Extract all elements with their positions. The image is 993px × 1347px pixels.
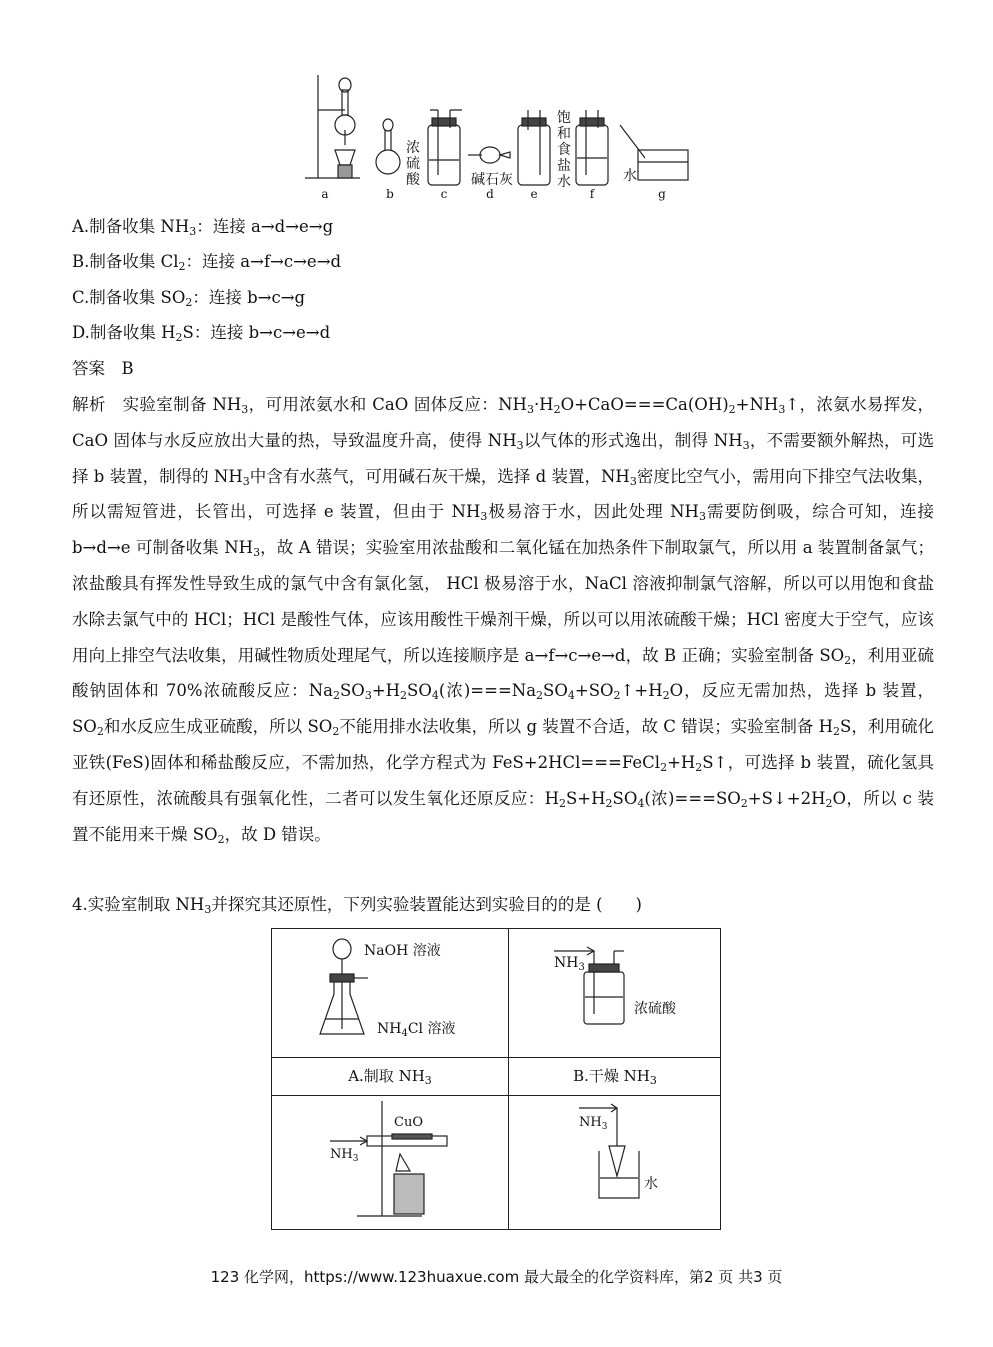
- analysis-text: O+CaO===Ca(OH): [560, 395, 729, 414]
- setup-c-drawing: [272, 1096, 508, 1230]
- label-a: a: [321, 187, 329, 201]
- analysis-subscript: 2: [217, 832, 225, 846]
- b-gas-label: $NH_3$: [554, 955, 585, 973]
- analysis-subscript: 2: [844, 653, 852, 667]
- analysis-subscript: 2: [833, 725, 841, 739]
- analysis-subscript: 3: [242, 474, 250, 488]
- analysis-subscript: 2: [825, 796, 833, 810]
- analysis-subscript: 2: [553, 403, 561, 416]
- analysis-text: O，反应无需加热，选择 b 装置，SO: [72, 681, 934, 737]
- analysis-subscript: 4: [637, 796, 645, 810]
- f-reagent-4: 盐: [557, 158, 571, 174]
- caption-b: B.干燥 $NH_3$: [573, 1067, 657, 1087]
- analysis-subscript: 2: [536, 689, 544, 703]
- f-reagent-1: 饱: [557, 110, 571, 126]
- analysis-text: (浓)===Na: [438, 681, 537, 701]
- option-c: C.制备收集 $SO_2$：连接 b→c→g: [72, 288, 306, 309]
- analysis-subscript: 3: [480, 510, 488, 524]
- d-reagent: 碱石灰: [471, 172, 513, 188]
- apparatus-figure: [300, 70, 700, 205]
- analysis-text: S↑，可选择 b 装置，硫化氢具有还原性，浓硫酸具有强氧化性，二者可以发生氧化还原反应：H: [72, 752, 934, 808]
- analysis-text: ，故 A 错误；实验室用浓盐酸和二氧化锰在加热条件下制取氯气，所以用 a 装置制备氯气；浓盐酸具有挥发性导致生成的氯气中含有氯化氢， HCl 极易溶于水，NaCl 溶液抑制氯气溶解，所以可以用饱和食盐水除去氯气中的 HCl；HCl 是酸性气体，应该用酸性干燥剂干燥，所以可以用浓硫酸干燥；HCl 密度大于空气，应该用向上排空气法收集，用碱性物质处理尾气，所以连接顺序是 a→f→c→e→d，故 B 正确；实验室制备 SO: [72, 538, 935, 665]
- analysis-subscript: 2: [96, 725, 104, 739]
- analysis-subscript: 3: [778, 403, 786, 416]
- d-reagent-label: 水: [644, 1176, 658, 1192]
- analysis-text: 解析 实验室制备 NH: [72, 395, 242, 414]
- setup-b-drawing: [509, 929, 721, 1057]
- label-c: c: [440, 187, 448, 201]
- setup-d-drawing: [509, 1096, 721, 1230]
- question-4: 4.实验室制取 $NH_3$并探究其还原性，下列实验装置能达到实验目的的是 ( ): [72, 895, 642, 916]
- analysis-subscript: 4: [567, 689, 575, 703]
- analysis-text: ，利用亚硫酸钠固体和 70%浓硫酸反应：Na: [72, 645, 935, 701]
- analysis-text: ，可用浓氨水和 CaO 固体反应：NH: [248, 395, 527, 414]
- d-gas-label: $NH_3$: [579, 1115, 608, 1132]
- analysis-text: ↑，浓氨水易挥发，CaO 固体与水反应放出大量的热，导致温度升高，使得 NH: [72, 395, 934, 450]
- analysis-subscript: 2: [728, 403, 736, 416]
- option-b: B.制备收集 $Cl_2$：连接 a→f→c→e→d: [72, 252, 342, 273]
- analysis-text: SO: [339, 681, 365, 701]
- analysis-subscript: 3: [364, 689, 372, 703]
- label-b: b: [386, 187, 394, 201]
- setup-a-drawing: [272, 929, 508, 1057]
- f-reagent-2: 和: [557, 126, 571, 142]
- analysis-subscript: 2: [613, 689, 621, 703]
- analysis-text: S+H: [565, 788, 606, 808]
- analysis-text: (浓)===SO: [644, 788, 741, 808]
- analysis-text: 中含有水蒸气，可用碱石灰干燥，选择 d 装置，NH: [249, 466, 630, 486]
- label-g: g: [658, 187, 666, 201]
- analysis-subscript: 4: [431, 689, 439, 703]
- c-reagent-1: 浓: [406, 140, 420, 156]
- analysis-subscript: 2: [660, 760, 668, 774]
- analysis-subscript: 3: [698, 510, 706, 524]
- nh4cl-label: $NH_4Cl$ 溶液: [377, 1021, 456, 1039]
- analysis-subscript: 2: [605, 796, 613, 810]
- analysis-subscript: 2: [332, 689, 340, 703]
- analysis-text: +H: [371, 681, 401, 701]
- option-d: D.制备收集 $H_2S$：连接 b→c→e→d: [72, 323, 331, 344]
- analysis-text: SO: [407, 681, 432, 701]
- f-reagent-3: 食: [557, 142, 571, 158]
- c-reagent-2: 硫: [406, 156, 420, 172]
- analysis-text: 不能用排水法收集，所以 g 装置不合适，故 C 错误；实验室制备 H: [339, 717, 834, 737]
- c-reagent-3: 酸: [406, 172, 420, 188]
- analysis-text: SO: [612, 788, 638, 808]
- label-f: f: [589, 187, 595, 201]
- analysis-text: +NH: [735, 395, 779, 414]
- analysis-paragraph: [72, 387, 934, 852]
- c-gas-label: $NH_3$: [330, 1147, 359, 1164]
- analysis-text: ，故 D 错误。: [224, 824, 331, 844]
- analysis-text: 以气体的形式逸出，制得 NH: [523, 430, 743, 450]
- analysis-subscript: 2: [695, 760, 703, 774]
- naoh-label: NaOH 溶液: [364, 943, 441, 959]
- analysis-text: 密度比空气小，需用向下排空气法收集，所以需短管进，长管出，可选择 e 装置，但由于 NH: [72, 466, 934, 522]
- analysis-subscript: 2: [558, 796, 566, 810]
- analysis-subscript: 3: [241, 403, 249, 416]
- analysis-subscript: 2: [332, 725, 340, 739]
- analysis-text: +SO: [574, 681, 614, 701]
- analysis-subscript: 3: [742, 438, 750, 452]
- analysis-subscript: 2: [662, 689, 670, 703]
- apparatus-table: [271, 928, 721, 1230]
- analysis-text: ·H: [533, 395, 554, 414]
- analysis-subscript: 3: [516, 438, 524, 452]
- b-reagent-label: 浓硫酸: [634, 1001, 676, 1017]
- analysis-text: SO: [543, 681, 568, 701]
- analysis-subscript: 2: [740, 796, 748, 810]
- analysis-text: +S↓+2H: [747, 788, 826, 808]
- f-reagent-5: 水: [557, 174, 571, 190]
- analysis-text: O，所以 c 装置不能用来干燥 SO: [72, 788, 934, 844]
- analysis-subscript: 2: [400, 689, 408, 703]
- analysis-text: S，利用硫化亚铁(FeS)固体和稀盐酸反应，不需加热，化学方程式为 FeS+2HCl===FeCl: [72, 717, 934, 772]
- label-d: d: [486, 187, 494, 201]
- analysis-text: 极易溶于水，因此处理 NH: [487, 502, 699, 522]
- label-e: e: [530, 187, 538, 201]
- analysis-text: 需要防倒吸，综合可知，连接 b→d→e 可制备收集 NH: [72, 502, 935, 558]
- answer: 答案 B: [72, 359, 134, 378]
- analysis-text: ，不需要额外解热，可选择 b 装置，制得的 NH: [72, 430, 935, 486]
- g-reagent: 水: [623, 168, 637, 184]
- analysis-subscript: 3: [526, 403, 534, 416]
- analysis-text: +H: [667, 752, 696, 772]
- option-a: A.制备收集 $NH_3$：连接 a→d→e→g: [72, 217, 334, 238]
- c-reagent-label: CuO: [394, 1115, 423, 1130]
- caption-a: A.制取 $NH_3$: [348, 1067, 432, 1087]
- analysis-text: 和水反应生成亚硫酸，所以 SO: [103, 717, 333, 737]
- analysis-subscript: 3: [629, 474, 637, 488]
- page-footer: 123 化学网，https://www.123huaxue.com 最大最全的化学资料库，第2 页 共3 页: [210, 1268, 783, 1286]
- analysis-subscript: 3: [253, 546, 261, 560]
- analysis-text: ↑+H: [620, 681, 663, 701]
